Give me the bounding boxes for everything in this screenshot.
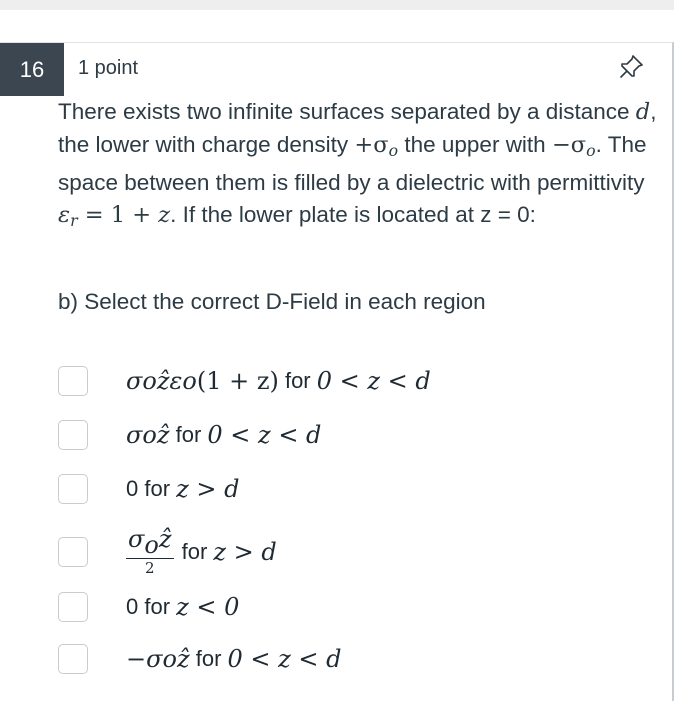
answer-option-5[interactable] <box>58 592 239 622</box>
option-label: 0 for z > d <box>126 475 240 503</box>
question-points: 1 point <box>78 57 139 79</box>
option-label: σ o ẑε o (1 + z) for 0 < z < d <box>126 367 431 395</box>
option-checkbox[interactable] <box>58 420 88 450</box>
option-label: −σ o ẑ for 0 < z < d <box>126 645 342 673</box>
question-text: There exists two infinite surfaces separated by a distance d, the lower with charge density $+\sigma_o$ the upper with $-\sigma_o$. The space between them is filled by a dielectric with permittivity $\varepsilon_r = 1 + z$. If the lower plate is located at z = 0: <box>58 99 657 231</box>
option-checkbox[interactable] <box>58 644 88 674</box>
option-checkbox[interactable] <box>58 592 88 622</box>
part-label: b) Select the correct D-Field in each region <box>58 289 486 314</box>
top-strip <box>0 0 674 10</box>
option-label: 0 for z < 0 <box>126 593 240 621</box>
answer-option-6[interactable] <box>58 644 342 674</box>
answer-option-2[interactable] <box>58 420 321 450</box>
answer-option-4[interactable] <box>58 527 277 576</box>
question-number: 16 <box>0 43 64 96</box>
option-checkbox[interactable] <box>58 474 88 504</box>
pin-icon[interactable] <box>616 52 646 82</box>
option-checkbox[interactable] <box>58 366 88 396</box>
option-label: σ o ẑ for 0 < z < d <box>126 421 322 449</box>
option-label: $\frac{\text{σoẑ}}{2}$ for z > d <box>128 525 277 577</box>
option-checkbox[interactable] <box>58 537 88 567</box>
answer-option-3[interactable] <box>58 474 240 504</box>
answer-option-1[interactable] <box>58 366 431 396</box>
fraction: $\frac{\text{σoẑ}}{2}$ <box>128 525 172 577</box>
